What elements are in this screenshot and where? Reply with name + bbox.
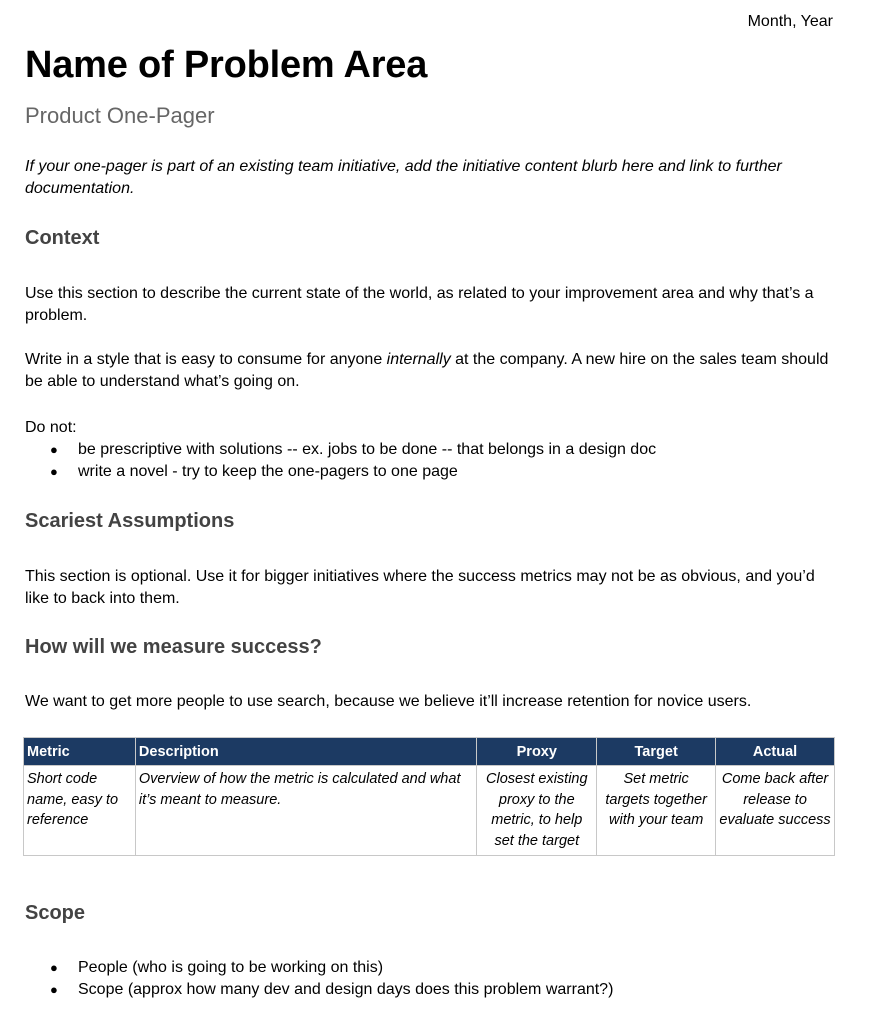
cell-actual: Come back after release to evaluate success: [716, 766, 835, 856]
cell-metric: Short code name, easy to reference: [24, 766, 136, 856]
column-header-target: Target: [597, 738, 716, 766]
column-header-description: Description: [135, 738, 476, 766]
page-subtitle: Product One-Pager: [25, 103, 215, 128]
do-not-label: Do not:: [25, 419, 77, 436]
context-paragraph-2-end: at the company. A new hire on the sales team should be able to understand what’s going on.: [25, 351, 829, 390]
scope-heading: Scope: [25, 902, 86, 924]
document-date: Month, Year: [747, 13, 833, 30]
cell-target: Set metric targets together with your team: [597, 766, 716, 856]
context-paragraph-2-emphasis: internally: [386, 351, 451, 368]
column-header-metric: Metric: [24, 738, 136, 766]
cell-proxy: Closest existing proxy to the metric, to help set the target: [477, 766, 597, 856]
metrics-table: [23, 737, 835, 856]
initiative-blurb: If your one-pager is part of an existing team initiative, add the initiative content blurb here and link to further documentation.: [25, 158, 782, 197]
context-paragraph-2: [25, 349, 830, 393]
column-header-proxy: Proxy: [477, 738, 597, 766]
assumptions-heading: Scariest Assumptions: [25, 510, 235, 532]
table-row: [24, 766, 835, 856]
measure-paragraph: We want to get more people to use search, because we believe it’ll increase retention for novice users.: [25, 693, 752, 710]
list-item: ● write a novel - try to keep the one-pagers to one page: [50, 461, 656, 483]
cell-description: Overview of how the metric is calculated and what it’s meant to measure.: [135, 766, 476, 856]
context-heading: Context: [25, 227, 100, 249]
do-not-list: [50, 439, 656, 483]
page-title: Name of Problem Area: [25, 44, 428, 86]
table-header-row: [24, 738, 835, 766]
list-item: ● Scope (approx how many dev and design days does this problem warrant?): [50, 979, 613, 1001]
assumptions-paragraph: This section is optional. Use it for bigger initiatives where the success metrics may not be as obvious, and you’d like to back into them.: [25, 568, 815, 607]
context-paragraph-1: Use this section to describe the current state of the world, as related to your improvement area and why that’s a problem.: [25, 285, 814, 324]
measure-heading: How will we measure success?: [25, 636, 322, 658]
column-header-actual: Actual: [716, 738, 835, 766]
context-paragraph-2-start: Write in a style that is easy to consume for anyone: [25, 351, 387, 368]
scope-list: [50, 957, 613, 1001]
list-item: ● People (who is going to be working on this): [50, 957, 613, 979]
list-item: ● be prescriptive with solutions -- ex. jobs to be done -- that belongs in a design doc: [50, 439, 656, 461]
